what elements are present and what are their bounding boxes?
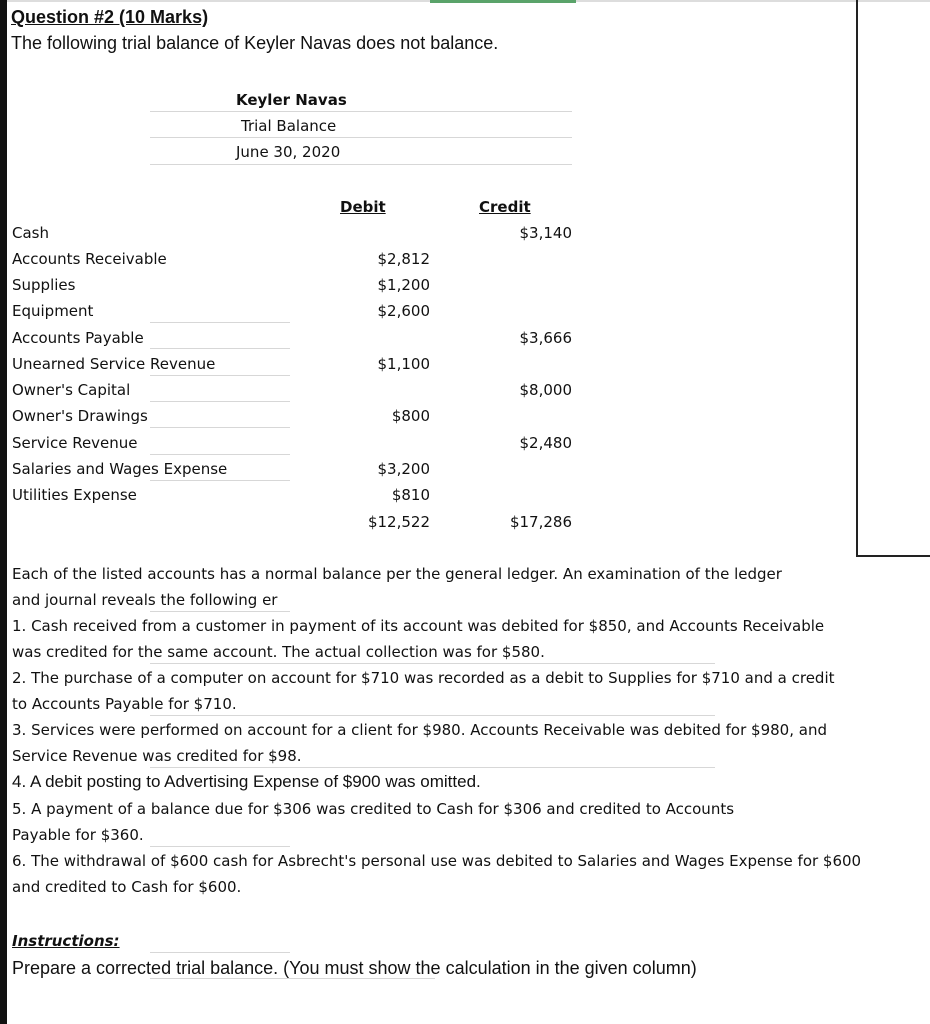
body-line: and credited to Cash for $600.	[12, 878, 242, 896]
gridline	[150, 715, 715, 716]
credit-value: $2,480	[519, 434, 572, 452]
account-name: Cash	[12, 224, 49, 242]
credit-value: $3,666	[519, 329, 572, 347]
debit-value: $2,600	[377, 302, 430, 320]
gridline	[150, 375, 290, 376]
gridline	[150, 322, 290, 323]
instructions-text: Prepare a corrected trial balance. (You must show the calculation in the given column)	[12, 958, 697, 978]
instructions-label: Instructions:	[12, 932, 120, 950]
body-line: and journal reveals the following er	[12, 591, 278, 609]
total-credit: $17,286	[509, 513, 572, 531]
debit-value: $2,812	[377, 250, 430, 268]
account-name: Accounts Payable	[12, 329, 144, 347]
body-line: 5. A payment of a balance due for $306 was credited to Cash for $306 and credited to Accounts	[12, 800, 735, 818]
body-line: to Accounts Payable for $710.	[12, 695, 237, 713]
body-line: 6. The withdrawal of $600 cash for Asbrecht's personal use was debited to Salaries and Wages Expense for $600	[12, 852, 862, 870]
body-line: 3. Services were performed on account for a client for $980. Accounts Receivable was debited for $980, and	[12, 721, 827, 739]
debit-value: $810	[391, 486, 430, 504]
question-heading: Question #2 (10 Marks)	[11, 7, 209, 27]
debit-value: $1,100	[377, 355, 430, 373]
body-line: Payable for $360.	[12, 826, 144, 844]
question-intro: The following trial balance of Keyler Navas does not balance.	[11, 33, 499, 53]
credit-value: $3,140	[519, 224, 572, 242]
gridline	[150, 348, 290, 349]
body-line: 4. A debit posting to Advertising Expense of $900 was omitted.	[12, 772, 481, 791]
account-name: Accounts Receivable	[12, 250, 167, 268]
debit-value: $3,200	[377, 460, 430, 478]
account-name: Unearned Service Revenue	[12, 355, 216, 373]
body-line: Each of the listed accounts has a normal balance per the general ledger. An examination of the ledger	[12, 565, 782, 583]
left-border	[0, 0, 7, 1024]
debit-value: $1,200	[377, 276, 430, 294]
selected-cell-indicator	[430, 0, 576, 3]
debit-header: Debit	[340, 198, 386, 216]
body-line: 2. The purchase of a computer on account for $710 was recorded as a debit to Supplies for $710 and a credit	[12, 669, 835, 687]
account-name: Supplies	[12, 276, 76, 294]
report-title: Trial Balance	[241, 117, 337, 135]
gridline	[150, 846, 290, 847]
account-name: Service Revenue	[12, 434, 138, 452]
gridline	[150, 480, 290, 481]
account-name: Owner's Drawings	[12, 407, 148, 425]
account-name: Equipment	[12, 302, 94, 320]
total-debit: $12,522	[367, 513, 430, 531]
gridline	[150, 164, 572, 165]
gridline	[150, 137, 572, 138]
gridline	[150, 952, 290, 953]
answer-box[interactable]	[856, 0, 930, 557]
account-name: Salaries and Wages Expense	[12, 460, 228, 478]
gridline	[150, 978, 435, 979]
debit-value: $800	[391, 407, 430, 425]
credit-value: $8,000	[519, 381, 572, 399]
gridline	[150, 427, 290, 428]
gridline	[150, 401, 290, 402]
company-name: Keyler Navas	[236, 91, 347, 109]
gridline	[150, 767, 715, 768]
account-name: Utilities Expense	[12, 486, 137, 504]
credit-header: Credit	[479, 198, 531, 216]
body-line: was credited for the same account. The actual collection was for $580.	[12, 643, 545, 661]
gridline	[150, 663, 715, 664]
body-line: 1. Cash received from a customer in payment of its account was debited for $850, and Accounts Receivable	[12, 617, 825, 635]
gridline	[150, 454, 290, 455]
report-date: June 30, 2020	[236, 143, 341, 161]
account-name: Owner's Capital	[12, 381, 131, 399]
gridline	[150, 111, 572, 112]
gridline	[150, 611, 290, 612]
body-line: Service Revenue was credited for $98.	[12, 747, 302, 765]
